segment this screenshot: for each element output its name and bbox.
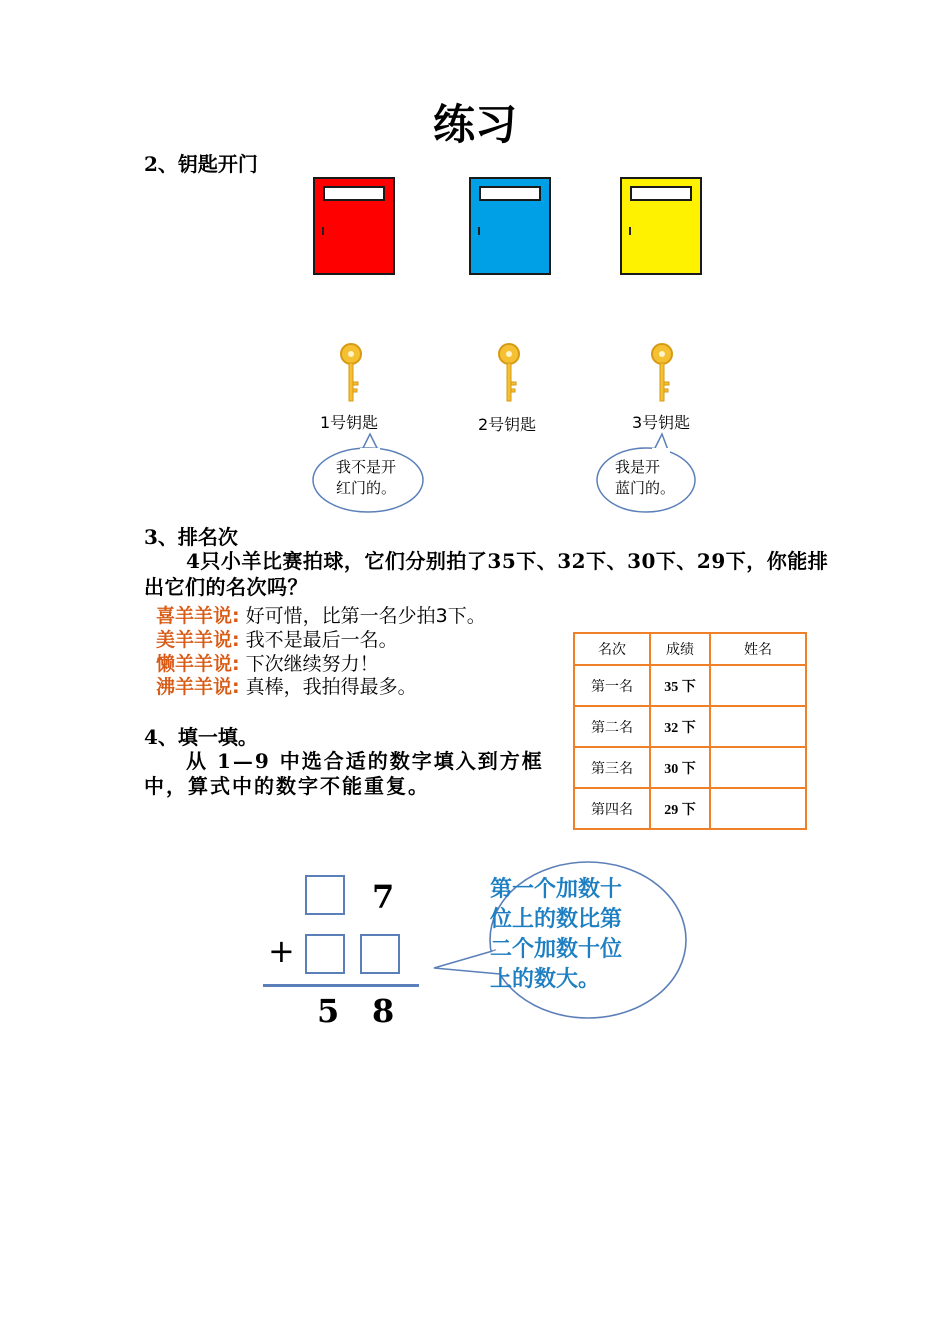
yellow-door: [620, 177, 702, 275]
header-rank: 名次: [574, 633, 650, 665]
section4-paragraph-line-1: 从 1—9 中选合适的数字填入到方框: [186, 749, 544, 773]
speech-text: 好可惜，比第一名少拍3下。: [245, 605, 486, 627]
name-cell[interactable]: [710, 747, 806, 788]
result-tens: 5: [317, 992, 340, 1030]
saying-meiyangyang: [156, 625, 398, 652]
key-3-label: 3号钥匙: [632, 413, 691, 432]
speaker-name: 沸羊羊说:: [156, 676, 240, 698]
score-cell: 29 下: [650, 788, 710, 829]
table-row: [574, 706, 806, 747]
speech-text: 真棒，我拍得最多。: [245, 676, 417, 698]
bubble-3-line-1: 我是开: [615, 458, 661, 476]
speaker-name: 美羊羊说:: [156, 629, 240, 651]
plus-sign: +: [268, 932, 295, 970]
speaker-name: 喜羊羊说:: [156, 605, 240, 627]
bubble-1-line-1: 我不是开: [336, 458, 397, 476]
speaker-name: 懒羊羊说:: [156, 653, 240, 675]
section4-paragraph-line-2: 中，算式中的数字不能重复。: [144, 774, 430, 798]
name-cell[interactable]: [710, 706, 806, 747]
saying-feiyangyang: [156, 672, 417, 699]
key-1-label: 1号钥匙: [320, 413, 379, 432]
table-row: [574, 747, 806, 788]
section3-heading: 3、排名次: [144, 525, 238, 549]
sum-line: [263, 984, 419, 987]
door-plate: [323, 186, 385, 201]
name-cell[interactable]: [710, 788, 806, 829]
result-ones: 8: [372, 992, 395, 1030]
header-score: 成绩: [650, 633, 710, 665]
hint-line-2: 位上的数比第: [490, 907, 623, 932]
answer-box-top-tens[interactable]: [305, 875, 345, 915]
speech-text: 我不是最后一名。: [245, 629, 398, 651]
speech-text: 下次继续努力！: [245, 653, 379, 675]
table-row: [574, 665, 806, 706]
key-2-label: 2号钥匙: [478, 415, 537, 434]
header-name: 姓名: [710, 633, 806, 665]
blue-door: [469, 177, 551, 275]
door-plate: [630, 186, 692, 201]
rank-cell: 第三名: [574, 747, 650, 788]
bubble-3-text: [615, 457, 695, 499]
answer-box-second-ones[interactable]: [360, 934, 400, 974]
door-plate: [479, 186, 541, 201]
key-3-icon: [648, 342, 676, 404]
hint-line-4: 上的数大。: [490, 967, 601, 992]
rank-cell: 第四名: [574, 788, 650, 829]
ranking-table: [573, 632, 807, 830]
name-cell[interactable]: [710, 665, 806, 706]
table-row: [574, 788, 806, 829]
score-cell: 32 下: [650, 706, 710, 747]
hint-line-3: 二个加数十位: [490, 937, 623, 962]
section3-paragraph-line-1: 4只小羊比赛拍球，它们分别拍了35下、32下、30下、29下，你能排: [186, 549, 829, 573]
bubble-3-line-2: 蓝门的。: [615, 479, 676, 497]
answer-box-second-tens[interactable]: [305, 934, 345, 974]
saying-xiyangyang: [156, 601, 486, 628]
door-handle: [629, 227, 631, 235]
hint-line-1: 第一个加数十: [490, 877, 623, 902]
bubble-1-line-2: 红门的。: [336, 479, 397, 497]
section4-heading: 4、填一填。: [144, 725, 258, 749]
score-cell: 35 下: [650, 665, 710, 706]
key-2-icon: [495, 342, 523, 404]
bubble-1-text: [336, 457, 416, 499]
rank-cell: 第二名: [574, 706, 650, 747]
rank-cell: 第一名: [574, 665, 650, 706]
door-handle: [478, 227, 480, 235]
key-1-icon: [337, 342, 365, 404]
digit-top-ones: 7: [372, 878, 395, 916]
section3-paragraph-line-2: 出它们的名次吗？: [144, 575, 308, 599]
section2-heading: 2、钥匙开门: [144, 152, 258, 176]
door-handle: [322, 227, 324, 235]
score-cell: 30 下: [650, 747, 710, 788]
red-door: [313, 177, 395, 275]
page-title: 练习: [432, 100, 517, 149]
hint-text: [490, 875, 622, 995]
table-header-row: [574, 633, 806, 665]
